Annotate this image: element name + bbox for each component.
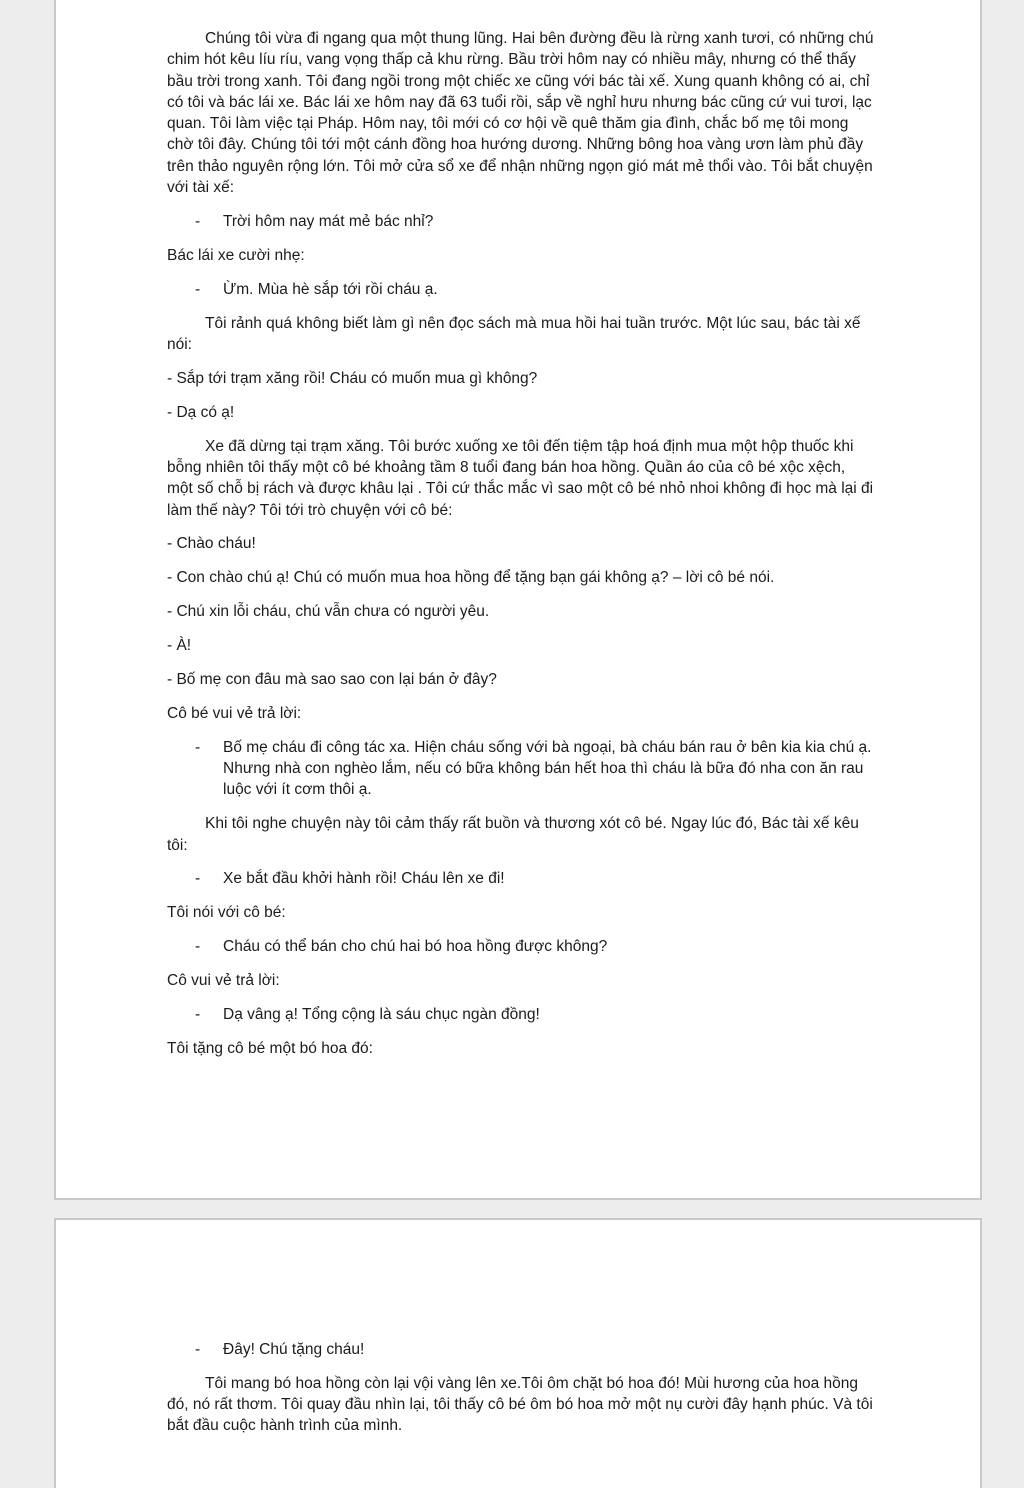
- dialogue-line: - Bố mẹ con đâu mà sao sao con lại bán ở đây?: [167, 670, 497, 688]
- paragraph: Chúng tôi vừa đi ngang qua một thung lũng. Hai bên đường đều là rừng xanh tươi, có những chú chim hót kêu líu ríu, vang vọng thấp cả khu rừng. Bầu trời hôm nay có nhiều mây, nhưng có thể thấy bầu trời trong xanh. Tôi đang ngồi trong một chiếc xe cũng với bác tài xế. Xung quanh không có ai, chỉ có tôi và bác lái xe. Bác lái xe hôm nay đã 63 tuổi rồi, sắp về nghỉ hưu nhưng bác cũng cứ vui tươi, lạc quan. Tôi làm việc tại Pháp. Hôm nay, tôi mới có cơ hội về quê thăm gia đình, chắc bố mẹ tôi mong chờ tôi đây. Chúng tôi tới một cánh đồng hoa hướng dương. Những bông hoa vàng ươn làm phủ đầy trên thảo nguyên rộng lớn. Tôi mở cửa sổ xe để nhận những ngọn gió mát mẻ thổi vào. Tôi bắt chuyện với tài xế:: [167, 30, 874, 197]
- paragraph: Cô vui vẻ trả lời:: [167, 972, 280, 990]
- paragraph: Cô bé vui vẻ trả lời:: [167, 704, 302, 722]
- dialogue-line: - Trời hôm nay mát mẻ bác nhỉ?: [167, 211, 875, 232]
- dialogue-line: - Con chào chú ạ! Chú có muốn mua hoa hồng để tặng bạn gái không ạ? – lời cô bé nói.: [167, 569, 775, 587]
- dialogue-line: - Ừm. Mùa hè sắp tới rồi cháu ạ.: [167, 279, 875, 300]
- dialogue-line: - Bố mẹ cháu đi công tác xa. Hiện cháu sống với bà ngoại, bà cháu bán rau ở bên kia kia chú ạ. Nhưng nhà con nghèo lắm, nếu có bữa không bán hết hoa thì cháu là bữa đó nha con ăn rau luộc với ít cơm thôi ạ.: [167, 737, 875, 801]
- dialogue-line: - Xe bắt đầu khởi hành rồi! Cháu lên xe đi!: [167, 868, 875, 889]
- paragraph: Xe đã dừng tại trạm xăng. Tôi bước xuống xe tôi đến tiệm tập hoá định mua một hộp thuốc khi bỗng nhiên tôi thấy một cô bé khoảng tầm 8 tuổi đang bán hoa hồng. Quần áo của cô bé xộc xệch, một số chỗ bị rách và được khâu lại . Tôi cứ thắc mắc vì sao một cô bé nhỏ nhoi không đi học mà lại đi làm thế này? Tôi tới trò chuyện với cô bé:: [167, 437, 874, 519]
- dialogue-line: - Chú xin lỗi cháu, chú vẫn chưa có người yêu.: [167, 603, 490, 621]
- paragraph: Tôi rảnh quá không biết làm gì nên đọc sách mà mua hồi hai tuần trước. Một lúc sau, bác tài xế nói:: [167, 314, 861, 353]
- dialogue-line: - Đây! Chú tặng cháu!: [167, 1339, 875, 1360]
- paragraph: Khi tôi nghe chuyện này tôi cảm thấy rất buồn và thương xót cô bé. Ngay lúc đó, Bác tài xế kêu tôi:: [167, 815, 859, 854]
- page-1-text-body[interactable]: [167, 28, 875, 1072]
- dialogue-line: - Chào cháu!: [167, 535, 256, 553]
- document-page-2: [54, 1218, 982, 1488]
- dialogue-line: - Cháu có thể bán cho chú hai bó hoa hồng được không?: [167, 936, 875, 957]
- document-page-1: [54, 0, 982, 1200]
- paragraph: Tôi tặng cô bé một bó hoa đó:: [167, 1039, 373, 1057]
- dialogue-line: - Dạ vâng ạ! Tổng cộng là sáu chục ngàn đồng!: [167, 1004, 875, 1025]
- paragraph: Tôi nói với cô bé:: [167, 904, 286, 922]
- dialogue-line: - À!: [167, 637, 192, 655]
- dialogue-line: - Sắp tới trạm xăng rồi! Cháu có muốn mua gì không?: [167, 369, 538, 387]
- paragraph: Tôi mang bó hoa hồng còn lại vội vàng lên xe.Tôi ôm chặt bó hoa đó! Mùi hương của hoa hồng đó, nó rất thơm. Tôi quay đầu nhìn lại, tôi thấy cô bé ôm bó hoa mở một nụ cười đây hạnh phúc. Và tôi bắt đầu cuộc hành trình của mình.: [167, 1374, 873, 1435]
- page-2-text-body[interactable]: [167, 1339, 875, 1449]
- dialogue-line: - Dạ có ạ!: [167, 403, 235, 421]
- paragraph: Bác lái xe cười nhẹ:: [167, 246, 305, 264]
